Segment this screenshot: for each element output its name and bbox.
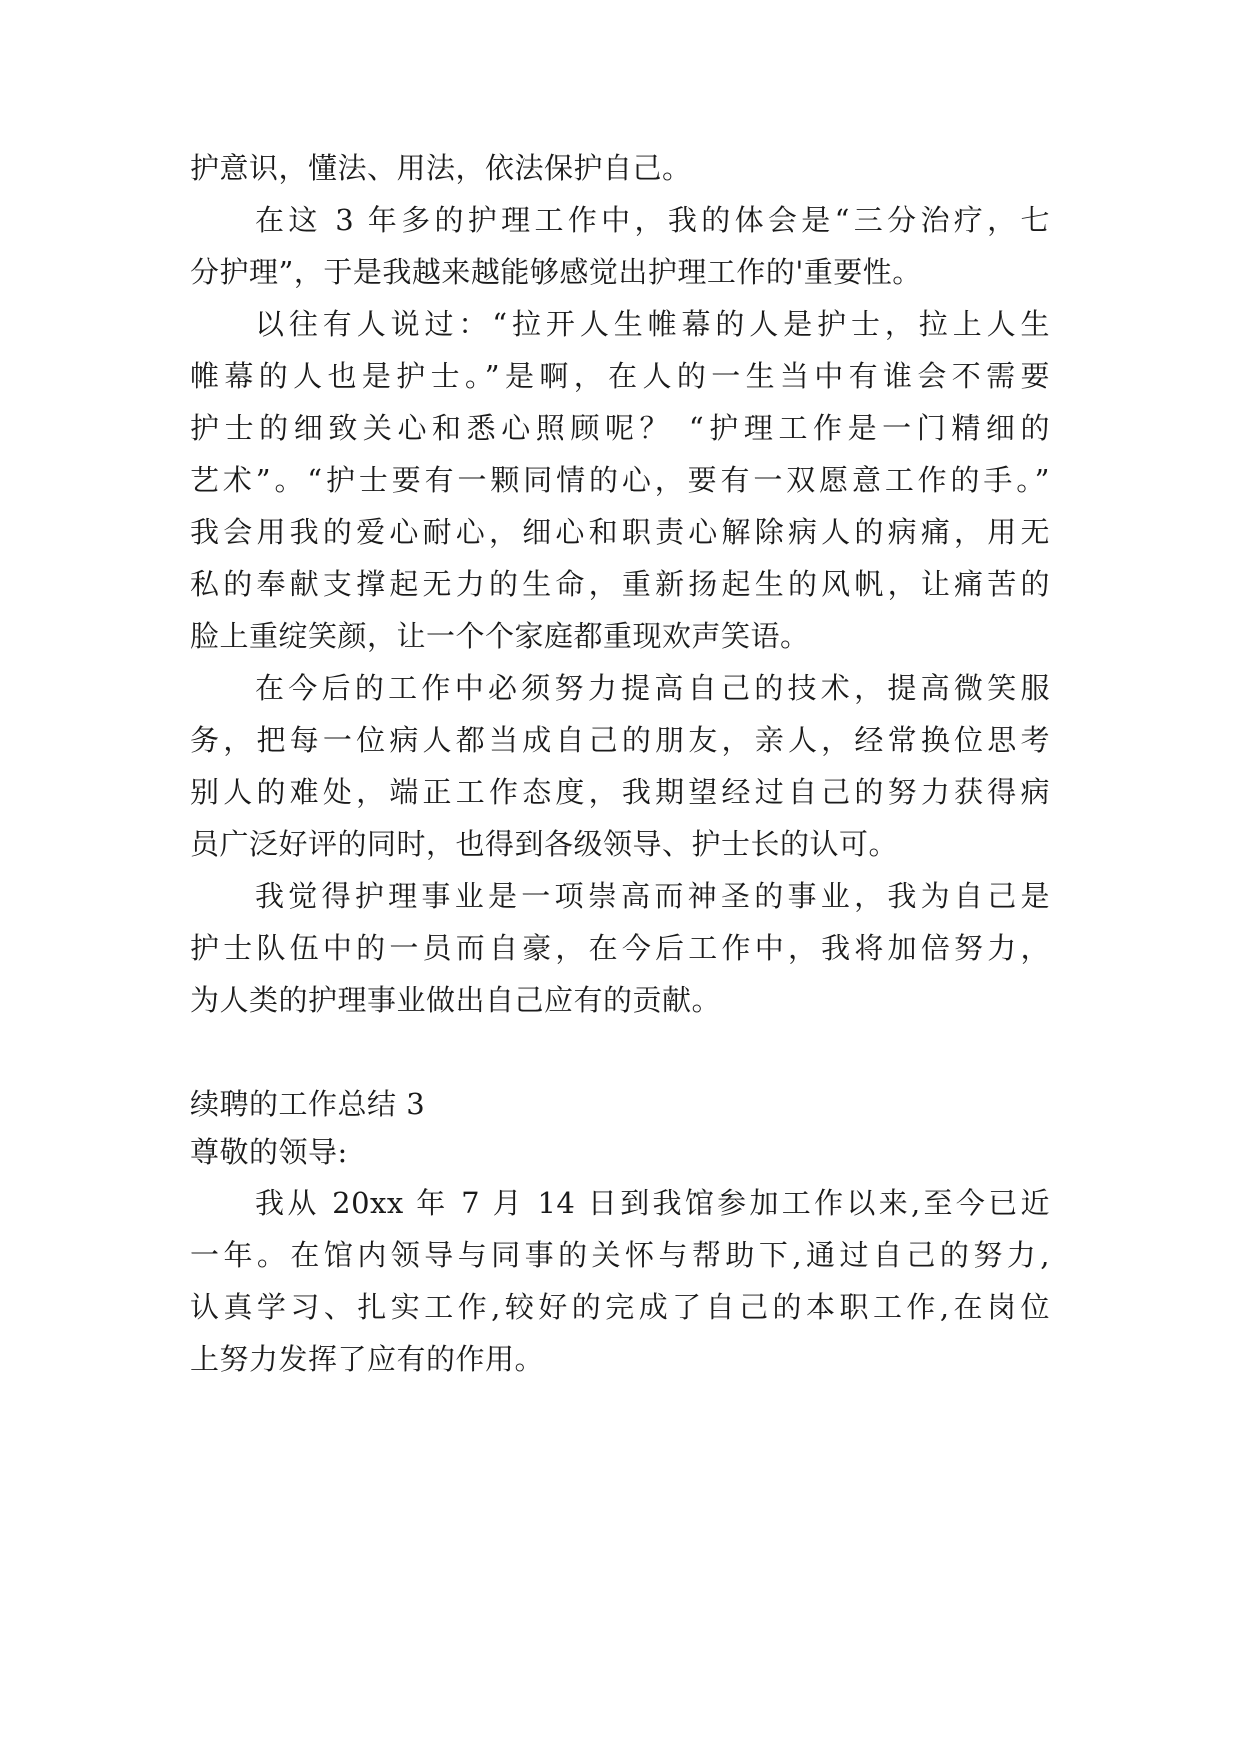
paragraph-line: 为人类的护理事业做出自己应有的贡献。: [190, 983, 722, 1017]
paragraph-line: 分护理”，于是我越来越能够感觉出护理工作的'重要性。: [190, 255, 922, 289]
paragraph-line: 在今后的工作中必须努力提高自己的技术，提高微笑服: [255, 671, 1050, 705]
paragraph-line: 私的奉献支撑起无力的生命，重新扬起生的风帆，让痛苦的: [190, 567, 1050, 601]
salutation: 尊敬的领导:: [190, 1135, 348, 1169]
paragraph-line: 以往有人说过：“拉开人生帷幕的人是护士，拉上人生: [255, 307, 1050, 341]
paragraph-line: 认真学习、扎实工作,较好的完成了自己的本职工作,在岗位: [190, 1290, 1050, 1324]
paragraph-line: 上努力发挥了应有的作用。: [190, 1342, 545, 1376]
paragraph-line: 在这 3 年多的护理工作中，我的体会是“三分治疗，七: [255, 203, 1050, 237]
paragraph-line: 一年。在馆内领导与同事的关怀与帮助下,通过自己的努力,: [190, 1238, 1050, 1272]
paragraph-line: 别人的难处，端正工作态度，我期望经过自己的努力获得病: [190, 775, 1050, 809]
paragraph-line: 护士队伍中的一员而自豪，在今后工作中，我将加倍努力，: [190, 931, 1050, 965]
paragraph-line: 脸上重绽笑颜，让一个个家庭都重现欢声笑语。: [190, 619, 810, 653]
paragraph-line: 帷幕的人也是护士。”是啊，在人的一生当中有谁会不需要: [190, 359, 1050, 393]
paragraph-line: 务，把每一位病人都当成自己的朋友，亲人，经常换位思考: [190, 723, 1050, 757]
paragraph-line: 护士的细致关心和悉心照顾呢？ “护理工作是一门精细的: [190, 411, 1050, 445]
paragraph-line: 我从 20xx 年 7 月 14 日到我馆参加工作以来,至今已近: [255, 1186, 1050, 1220]
section-title: 续聘的工作总结 3: [190, 1087, 426, 1121]
paragraph-line: 艺术”。“护士要有一颗同情的心，要有一双愿意工作的手。”: [190, 463, 1050, 497]
paragraph-line: 员广泛好评的同时，也得到各级领导、护士长的认可。: [190, 827, 899, 861]
paragraph-line: 我会用我的爱心耐心，细心和职责心解除病人的病痛，用无: [190, 515, 1050, 549]
paragraph-line: 护意识，懂法、用法，依法保护自己。: [190, 151, 692, 185]
paragraph-line: 我觉得护理事业是一项崇高而神圣的事业，我为自己是: [255, 879, 1050, 913]
